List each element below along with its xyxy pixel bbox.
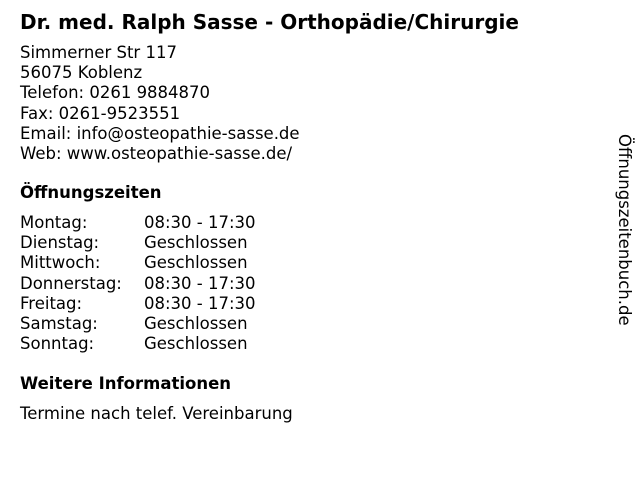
address-block — [20, 43, 300, 164]
hours-row-saturday — [20, 314, 256, 334]
hours-row-thursday — [20, 274, 256, 294]
page-title: Dr. med. Ralph Sasse - Orthopädie/Chirurgie — [20, 10, 519, 34]
hours-row-friday — [20, 294, 256, 314]
hours-time: 08:30 - 17:30 — [144, 273, 256, 293]
hours-time: 08:30 - 17:30 — [144, 213, 256, 232]
watermark-text: Öffnungszeitenbuch.de — [615, 134, 634, 326]
hours-day: Donnerstag: — [20, 273, 122, 293]
email-address: Email: info@osteopathie-sasse.de — [20, 123, 300, 143]
hours-row-monday — [20, 213, 256, 233]
hours-time: Geschlossen — [144, 334, 248, 354]
hours-time: Geschlossen — [144, 314, 248, 334]
more-info-heading: Weitere Informationen — [20, 374, 232, 393]
hours-time: Geschlossen — [144, 233, 248, 253]
street-address: Simmerner Str 117 — [20, 43, 177, 62]
hours-day: Mittwoch: — [20, 253, 101, 273]
city-address: 56075 Koblenz — [20, 63, 143, 83]
more-info-text: Termine nach telef. Vereinbarung — [20, 404, 293, 423]
opening-hours-table — [20, 213, 256, 354]
hours-row-sunday — [20, 334, 256, 354]
fax-number: Fax: 0261-9523551 — [20, 103, 181, 123]
hours-day: Freitag: — [20, 293, 83, 313]
hours-day: Sonntag: — [20, 334, 95, 354]
hours-day: Samstag: — [20, 314, 98, 334]
hours-day: Dienstag: — [20, 233, 100, 253]
website-address: Web: www.osteopathie-sasse.de/ — [20, 144, 293, 164]
hours-row-wednesday — [20, 253, 256, 273]
phone-number: Telefon: 0261 9884870 — [20, 83, 211, 103]
hours-day: Montag: — [20, 213, 88, 232]
hours-time: 08:30 - 17:30 — [144, 293, 256, 313]
hours-row-tuesday — [20, 233, 256, 253]
opening-hours-heading: Öffnungszeiten — [20, 183, 162, 202]
hours-time: Geschlossen — [144, 253, 248, 273]
